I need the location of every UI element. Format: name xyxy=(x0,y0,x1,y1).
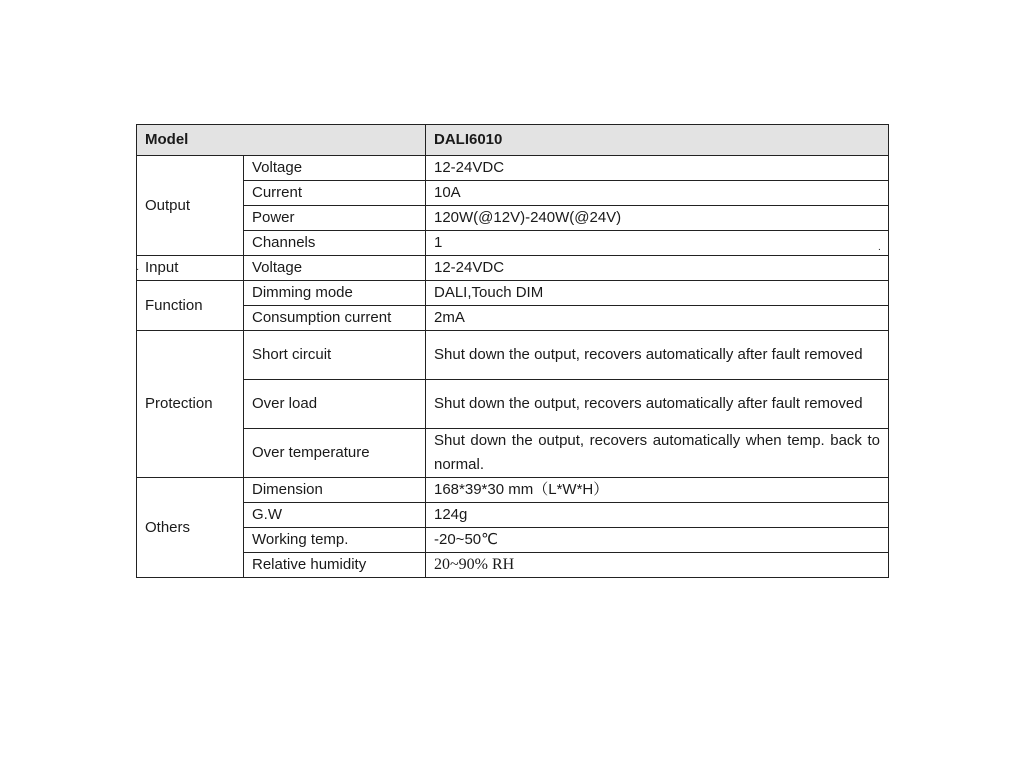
spec-label: G.W xyxy=(244,503,426,528)
spec-label: Short circuit xyxy=(244,331,426,380)
table-row xyxy=(137,478,889,503)
spec-label: Relative humidity xyxy=(244,553,426,578)
table-row xyxy=(137,156,889,181)
model-label: Model xyxy=(137,125,426,156)
spec-value: 12-24VDC xyxy=(426,256,889,281)
table-row xyxy=(137,380,889,429)
spec-value: 124g xyxy=(426,503,889,528)
stray-mark: · xyxy=(136,264,140,275)
spec-label: Consumption current xyxy=(244,306,426,331)
group-input: Input xyxy=(137,256,244,281)
spec-value: 12-24VDC xyxy=(426,156,889,181)
spec-value: Shut down the output, recovers automatically after fault removed xyxy=(426,380,889,429)
table-row xyxy=(137,429,889,478)
spec-label: Channels xyxy=(244,231,426,256)
spec-label: Voltage xyxy=(244,256,426,281)
spec-value: DALI,Touch DIM xyxy=(426,281,889,306)
group-protection: Protection xyxy=(137,331,244,478)
group-output: Output xyxy=(137,156,244,256)
spec-label: Current xyxy=(244,181,426,206)
table-row xyxy=(137,181,889,206)
spec-value: -20~50℃ xyxy=(426,528,889,553)
spec-table xyxy=(136,124,889,578)
spec-label: Over temperature xyxy=(244,429,426,478)
table-row xyxy=(137,206,889,231)
spec-label: Dimension xyxy=(244,478,426,503)
spec-value: Shut down the output, recovers automatically after fault removed xyxy=(426,331,889,380)
table-row xyxy=(137,528,889,553)
table-row xyxy=(137,231,889,256)
spec-value: 168*39*30 mm（L*W*H） xyxy=(426,478,889,503)
spec-value: 2mA xyxy=(426,306,889,331)
spec-label: Voltage xyxy=(244,156,426,181)
spec-label: Working temp. xyxy=(244,528,426,553)
header-row xyxy=(137,125,889,156)
table-row xyxy=(137,553,889,578)
table-row xyxy=(137,281,889,306)
table-row xyxy=(137,503,889,528)
stray-mark: . xyxy=(878,242,881,253)
spec-value: 120W(@12V)-240W(@24V) xyxy=(426,206,889,231)
table-row xyxy=(137,331,889,380)
group-others: Others xyxy=(137,478,244,578)
spec-label: Over load xyxy=(244,380,426,429)
spec-value: 10A xyxy=(426,181,889,206)
spec-value: 1 xyxy=(426,231,889,256)
model-value: DALI6010 xyxy=(426,125,889,156)
spec-value: 20~90% RH xyxy=(426,553,889,578)
group-function: Function xyxy=(137,281,244,331)
spec-label: Power xyxy=(244,206,426,231)
spec-value: Shut down the output, recovers automatically when temp. back to normal. xyxy=(426,429,889,478)
table-row xyxy=(137,256,889,281)
table-row xyxy=(137,306,889,331)
spec-label: Dimming mode xyxy=(244,281,426,306)
